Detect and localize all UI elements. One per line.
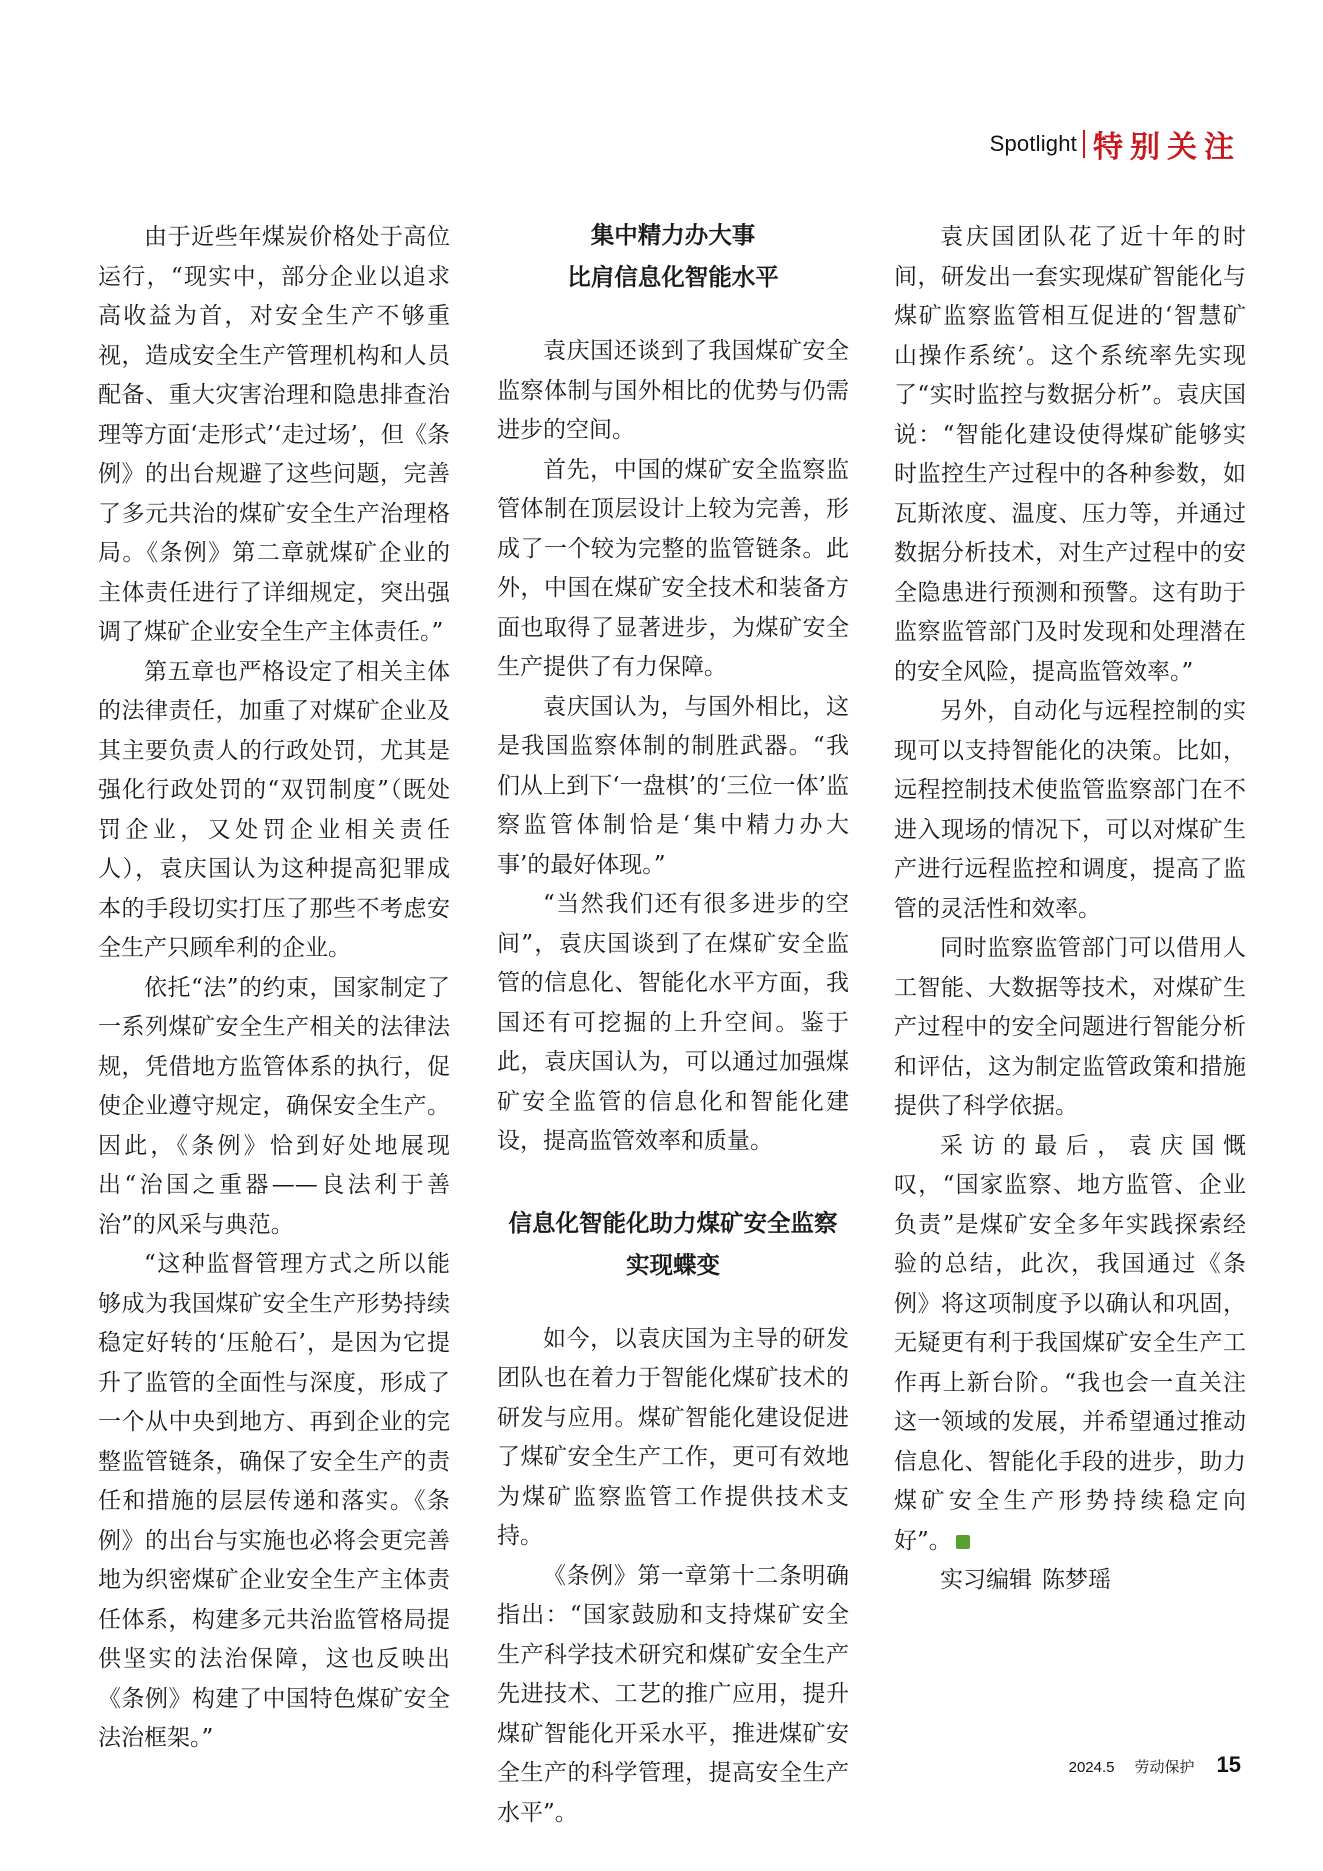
heading-line: 比肩信息化智能水平 xyxy=(567,263,779,291)
paragraph: 袁庆国还谈到了我国煤矿安全监察体制与国外相比的优势与仍需进步的空间。 xyxy=(497,338,849,443)
page-footer xyxy=(1069,1752,1241,1778)
paragraph: 第五章也严格设定了相关主体的法律责任，加重了对煤矿企业及其主要负责人的行政处罚，尤其是强化行政处罚的“双罚制度”（既处罚企业，又处罚企业相关责任人），袁庆国认为这种提高犯罪成本的手段切实打压了那些不考虑安全生产只顾牟利的企业。 xyxy=(98,658,450,961)
paragraph: “这种监督管理方式之所以能够成为我国煤矿安全生产形势持续稳定好转的‘压舱石’，是因为它提升了监管的全面性与深度，形成了一个从中央到地方、再到企业的完整监管链条，确保了安全生产的责任和措施的层层传递和落实。《条例》的出台与实施也必将会更完善地为织密煤矿企业安全生产主体责任体系，构建多元共治监管格局提供坚实的法治保障，这也反映出《条例》构建了中国特色煤矿安全法治框架。” xyxy=(98,1251,450,1751)
paragraph: 袁庆国认为，与国外相比，这是我国监察体制的制胜武器。“我们从上到下‘一盘棋’的‘三位一体’监察监管体制恰是‘集中精力办大事’的最好体现。” xyxy=(497,693,849,878)
paragraph: 袁庆国团队花了近十年的时间，研发出一套实现煤矿智能化与煤矿监察监管相互促进的‘智慧矿山操作系统’。这个系统率先实现了“实时监控与数据分析”。袁庆国说：“智能化建设使得煤矿能够实时监控生产过程中的各种参数，如瓦斯浓度、温度、压力等，并通过数据分析技术，对生产过程中的安全隐患进行预测和预警。这有助于监察监管部门及时发现和处理潜在的安全风险，提高监管效率。” xyxy=(894,224,1246,685)
heading-line: 实现蝶变 xyxy=(626,1250,720,1279)
article-column-2 xyxy=(497,218,849,1833)
heading-line: 信息化智能化助力煤矿安全监察 xyxy=(508,1208,838,1237)
editor-name: 陈梦瑶 xyxy=(1042,1567,1111,1593)
section-label-cn: 特别关注 xyxy=(1093,130,1241,165)
article-column-1 xyxy=(98,218,450,1759)
paragraph: 首先，中国的煤矿安全监察监管体制在顶层设计上较为完善，形成了一个较为完整的监管链条。此外，中国在煤矿安全技术和装备方面也取得了显著进步，为煤矿安全生产提供了有力保障。 xyxy=(497,456,849,680)
paragraph: “当然我们还有很多进步的空间”，袁庆国谈到了在煤矿安全监管的信息化、智能化水平方面，我国还有可挖掘的上升空间。鉴于此，袁庆国认为，可以通过加强煤矿安全监管的信息化和智能化建设，提高监管效率和质量。 xyxy=(497,891,849,1154)
article-column-3 xyxy=(894,218,1246,1601)
magazine-name: 劳动保护 xyxy=(1134,1758,1195,1776)
paragraph: 由于近些年煤炭价格处于高位运行，“现实中，部分企业以追求高收益为首，对安全生产不够重视，造成安全生产管理机构和人员配备、重大灾害治理和隐患排查治理等方面‘走形式’‘走过场’，但《条例》的出台规避了这些问题，完善了多元共治的煤矿安全生产治理格局。《条例》第二章就煤矿企业的主体责任进行了详细规定，突出强调了煤矿企业安全生产主体责任。” xyxy=(98,224,450,645)
issue-date: 2024.5 xyxy=(1068,1759,1115,1776)
paragraph: 《条例》第一章第十二条明确指出：“国家鼓励和支持煤矿安全生产科学技术研究和煤矿安全生产先进技术、工艺的推广应用，提升煤矿智能化开采水平，推进煤矿安全生产的科学管理，提高安全生产水平”。 xyxy=(497,1562,849,1826)
editor-credit xyxy=(894,1561,1246,1601)
paragraph: 同时监察监管部门可以借用人工智能、大数据等技术，对煤矿生产过程中的安全问题进行智能分析和评估，这为制定监管政策和措施提供了科学依据。 xyxy=(894,935,1246,1119)
header-divider xyxy=(1083,130,1085,158)
section-header xyxy=(990,122,1241,166)
closing-paragraph xyxy=(894,1127,1246,1562)
section-heading-1 xyxy=(497,214,849,298)
paragraph: 另外，自动化与远程控制的实现可以支持智能化的决策。比如，远程控制技术使监管监察部门在不进入现场的情况下，可以对煤矿生产进行远程监控和调度，提高了监管的灵活性和效率。 xyxy=(894,698,1246,922)
paragraph: 依托“法”的约束，国家制定了一系列煤矿安全生产相关的法律法规，凭借地方监管体系的执行，促使企业遵守规定，确保安全生产。因此，《条例》恰到好处地展现出“治国之重器——良法利于善治”的风采与典范。 xyxy=(98,974,450,1238)
section-label-en: Spotlight xyxy=(989,131,1077,156)
end-mark-icon: 优 xyxy=(956,1535,970,1549)
paragraph: 如今，以袁庆国为主导的研发团队也在着力于智能化煤矿技术的研发与应用。煤矿智能化建设促进了煤矿安全生产工作，更可有效地为煤矿监察监管工作提供技术支持。 xyxy=(497,1325,849,1549)
editor-role: 实习编辑 xyxy=(940,1567,1032,1593)
paragraph-text: 采访的最后，袁庆国慨叹，“国家监察、地方监管、企业负责”是煤矿安全多年实践探索经验的总结，此次，我国通过《条例》将这项制度予以确认和巩固，无疑更有利于我国煤矿安全生产工作再上新台阶。“我也会一直关注这一领域的发展，并希望通过推动信息化、智能化手段的进步，助力煤矿安全生产形势持续稳定向好”。 xyxy=(894,1132,1246,1554)
heading-line: 集中精力办大事 xyxy=(590,221,756,249)
page-number: 15 xyxy=(1216,1752,1241,1777)
section-heading-2 xyxy=(497,1202,849,1286)
